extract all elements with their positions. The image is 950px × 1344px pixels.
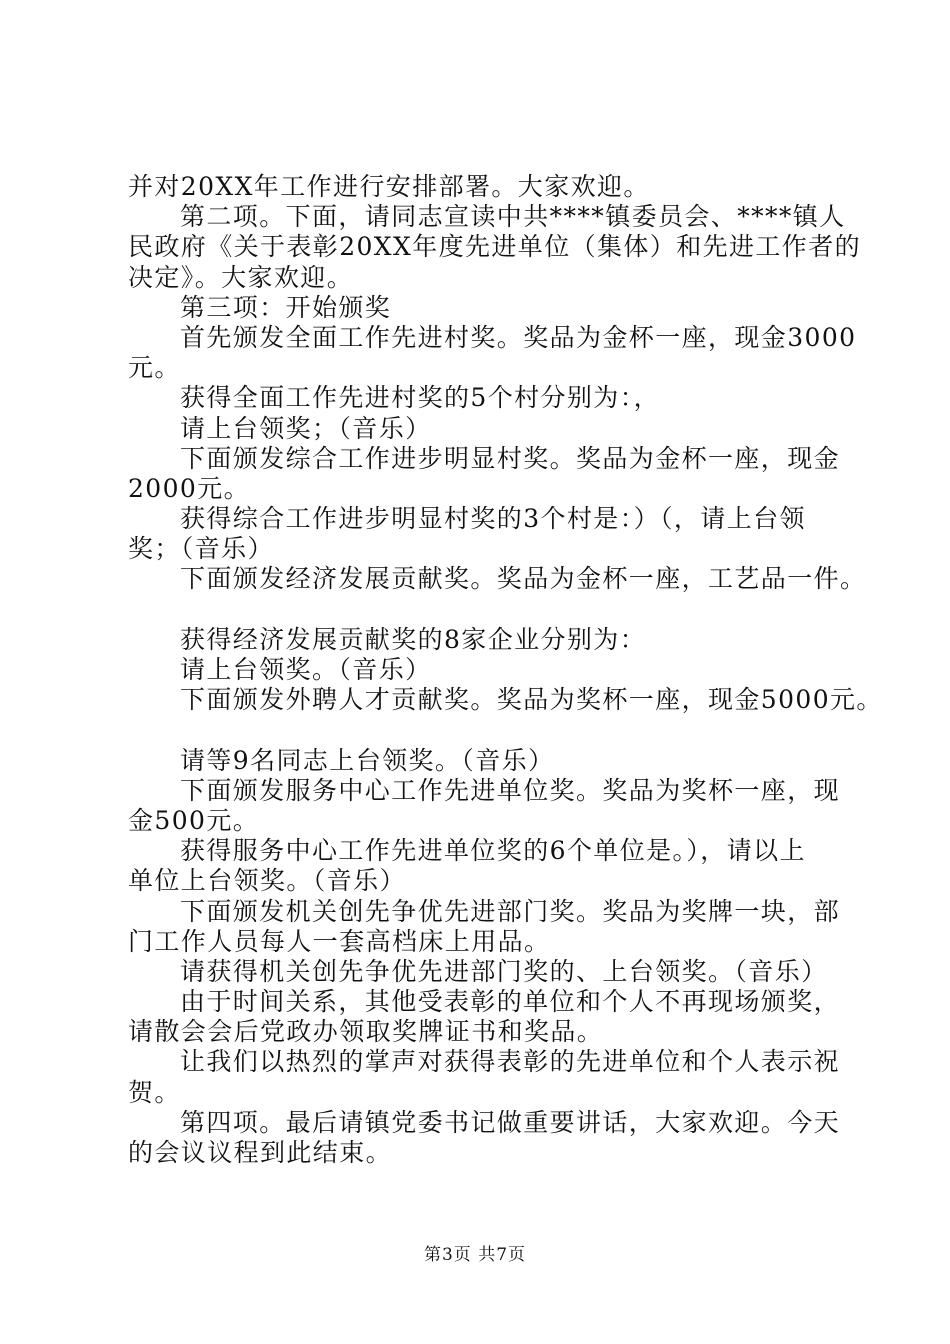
- text-line: 首先颁发全面工作先进村奖。奖品为金杯一座，现金3000: [180, 322, 857, 352]
- text-line: 获得服务中心工作先进单位奖的6个单位是。），请以上: [180, 836, 806, 866]
- text-line: 决定》。大家欢迎。: [128, 262, 354, 292]
- text-line: 贺。: [128, 1077, 181, 1107]
- text-line: 门工作人员每人一套高档床上用品。: [128, 926, 551, 956]
- text-line: 下面颁发服务中心工作先进单位奖。奖品为奖杯一座，现: [180, 775, 841, 805]
- text-line: 下面颁发综合工作进步明显村奖。奖品为金杯一座，现金: [180, 443, 841, 473]
- text-line: 下面颁发外聘人才贡献奖。奖品为奖杯一座，现金5000元。: [180, 685, 883, 715]
- text-line: 请散会会后党政办领取奖牌证书和奖品。: [128, 1017, 604, 1047]
- blank-line: [128, 715, 858, 745]
- text-line: 并对20XX年工作进行安排部署。大家欢迎。: [128, 172, 650, 201]
- text-line: 2000元。: [128, 473, 251, 503]
- text-line: 请等9名同志上台领奖。（音乐）: [180, 745, 555, 775]
- text-line: 由于时间关系，其他受表彰的单位和个人不再现场颁奖，: [180, 987, 841, 1017]
- text-line: 请获得机关创先争优先进部门奖的、上台领奖。（音乐）: [180, 956, 828, 986]
- text-line: 金500元。: [128, 805, 260, 835]
- document-body: [128, 172, 883, 1168]
- text-line: 奖；（音乐）: [128, 534, 274, 564]
- text-line: 下面颁发经济发展贡献奖。奖品为金杯一座，工艺品一件。: [180, 564, 867, 594]
- text-line: 单位上台领奖。（音乐）: [128, 866, 406, 896]
- blank-line: [128, 595, 858, 625]
- text-line: 请上台领奖；（音乐）: [180, 413, 432, 443]
- text-line: 的会议议程到此结束。: [128, 1138, 393, 1167]
- text-line: 下面颁发机关创先争优先进部门奖。奖品为奖牌一块，部: [180, 896, 841, 926]
- text-line: 第三项：开始颁奖: [180, 292, 392, 322]
- text-line: 获得经济发展贡献奖的8家企业分别为：: [180, 624, 647, 654]
- text-line: 请上台领奖。（音乐）: [180, 655, 432, 684]
- page-footer: 第3页 共7页: [423, 1245, 527, 1265]
- text-line: 民政府《关于表彰20XX年度先进单位（集体）和先进工作者的: [128, 232, 862, 262]
- text-line: 第二项。下面，请同志宣读中共****镇委员会、****镇人: [180, 202, 846, 232]
- text-line: 获得综合工作进步明显村奖的3个村是：）（，请上台领: [180, 504, 806, 534]
- text-line: 让我们以热烈的掌声对获得表彰的先进单位和个人表示祝: [180, 1047, 841, 1077]
- text-line: 元。: [128, 353, 181, 383]
- text-line: 获得全面工作先进村奖的5个村分别为：，: [180, 383, 661, 413]
- text-line: 第四项。最后请镇党委书记做重要讲话，大家欢迎。今天: [180, 1107, 841, 1137]
